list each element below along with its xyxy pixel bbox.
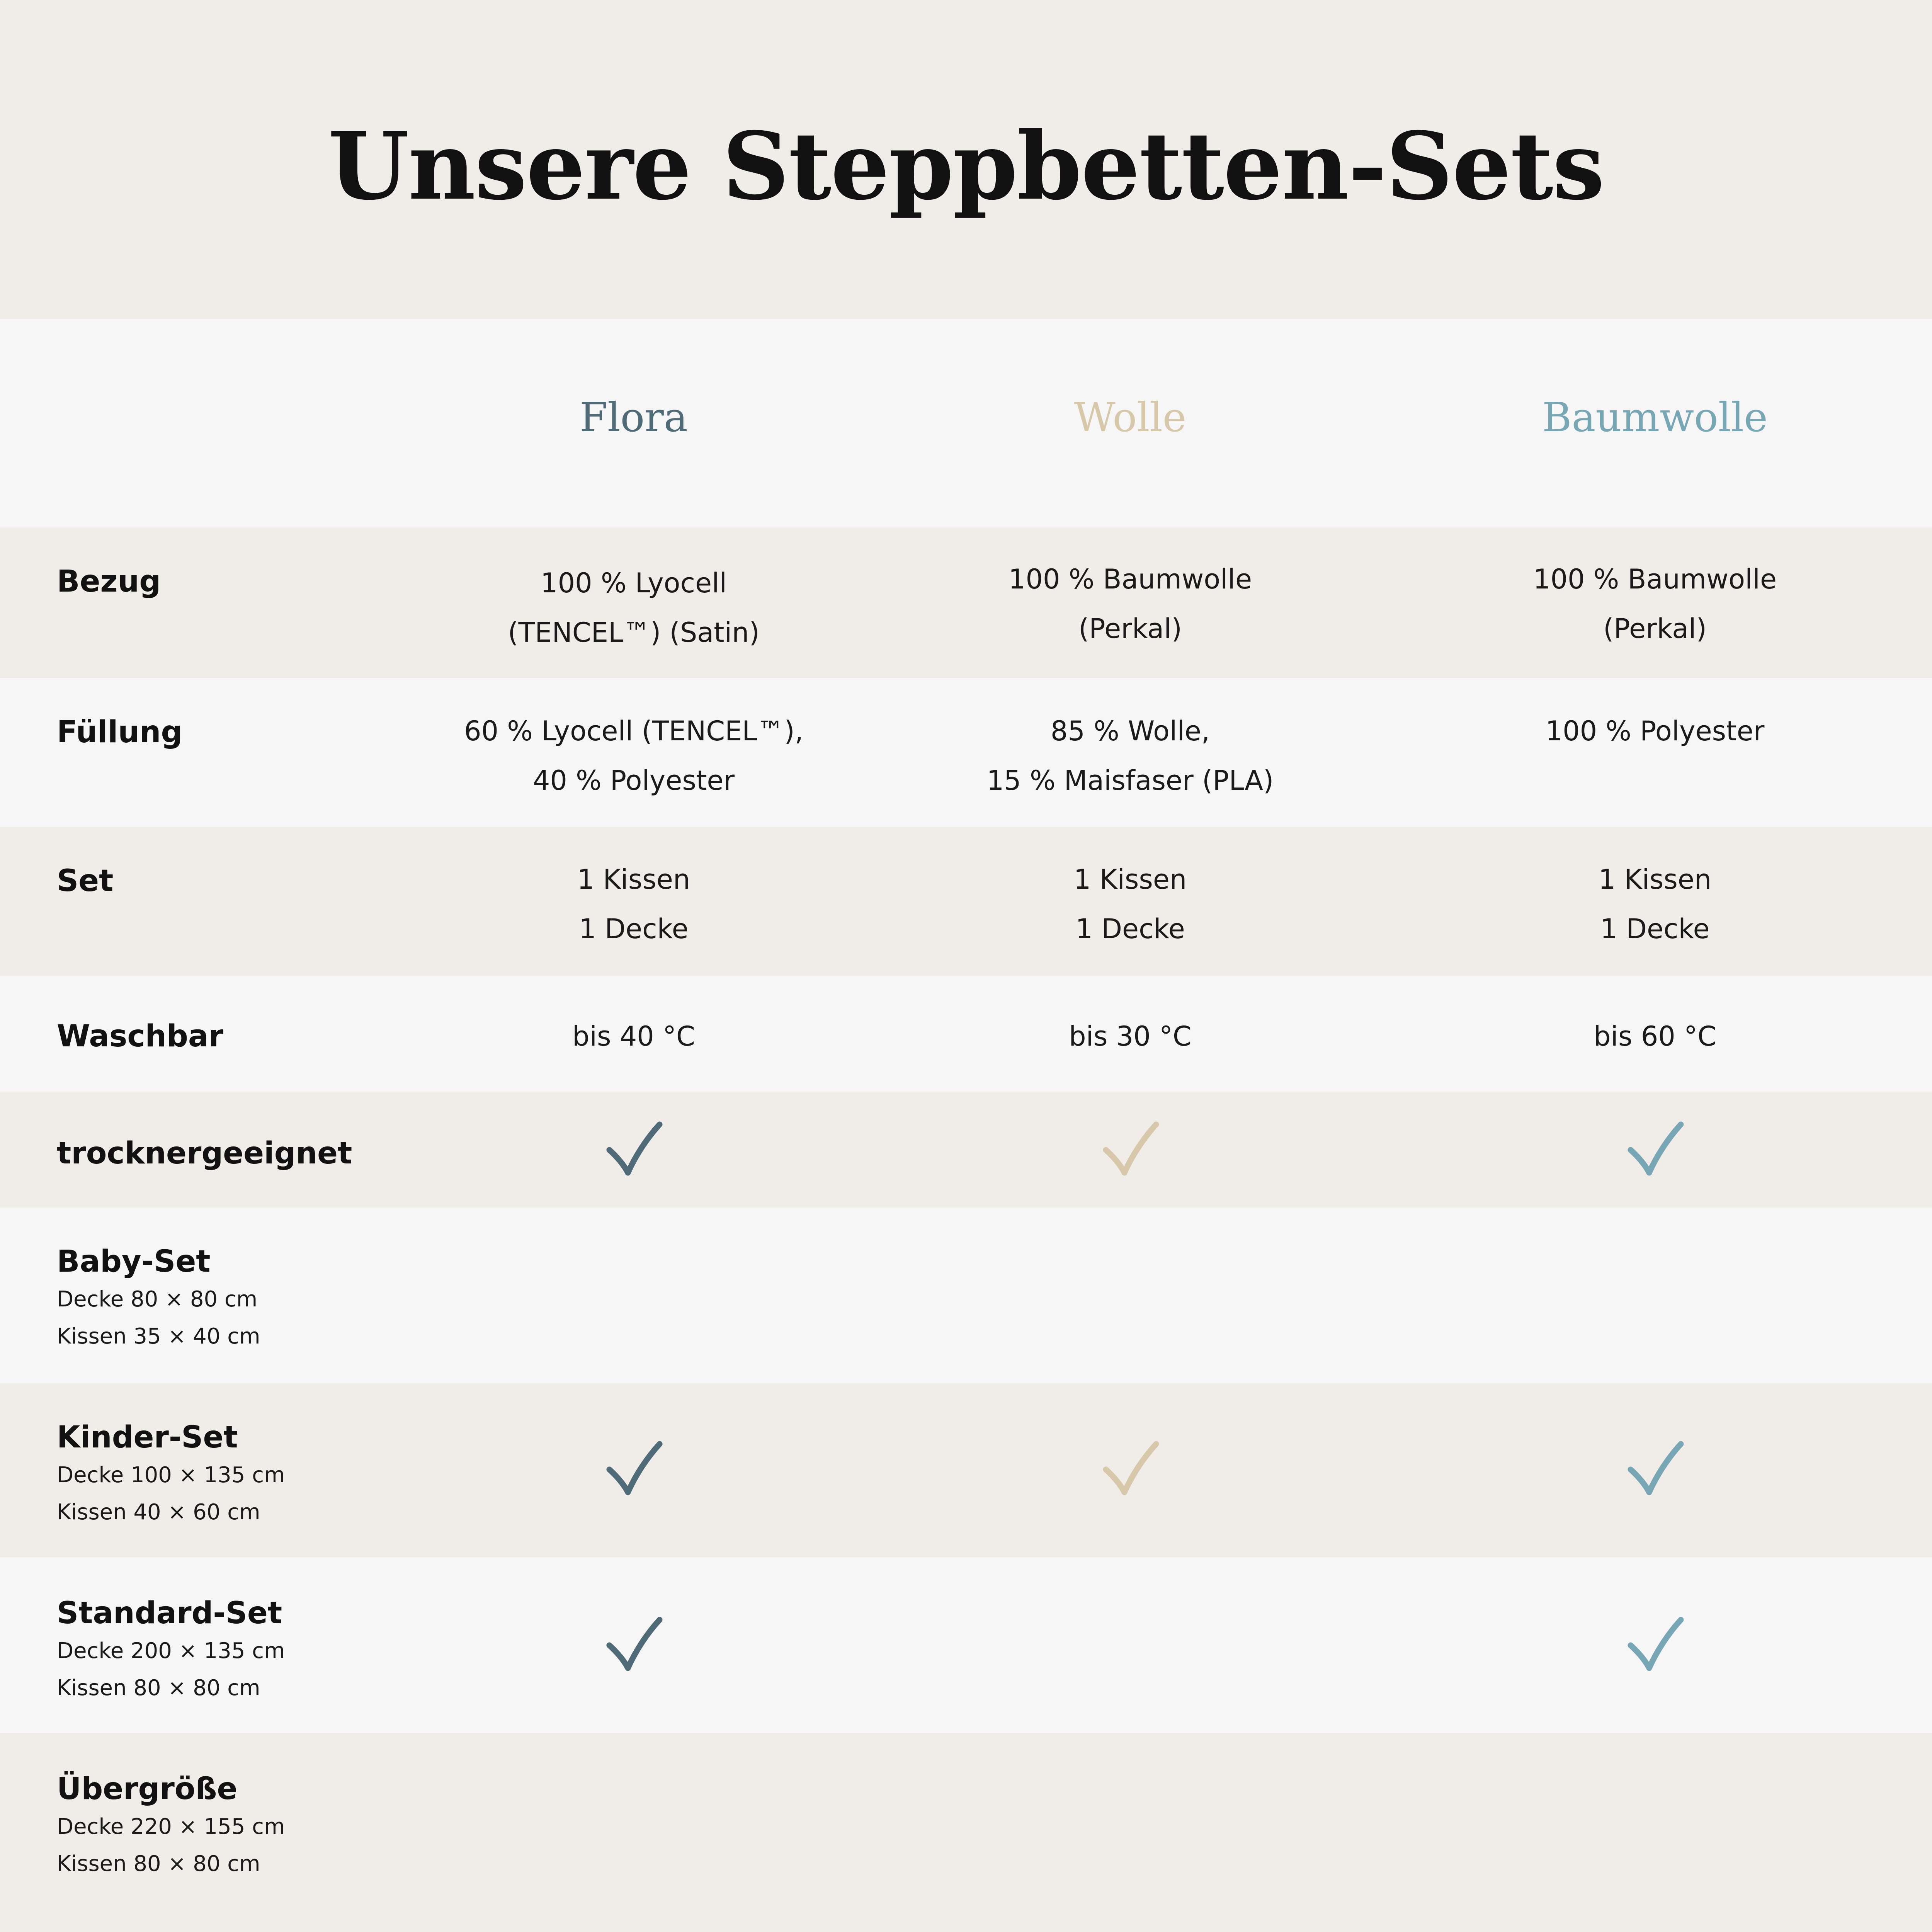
cell-line: 40 % Polyester [532,765,735,796]
check-icon [605,1616,663,1674]
check-trockner-flora [605,1121,663,1179]
size-decke: Decke 100 × 135 cm [57,1463,285,1488]
check-icon [605,1440,663,1498]
size-decke: Decke 200 × 135 cm [57,1638,285,1663]
cell-bezug-wolle [879,554,1381,653]
cell-waschbar-baumwolle [1404,1012,1906,1061]
check-icon [1626,1440,1684,1498]
row-label-text: Set [57,864,114,898]
page-title: Unsere Steppbetten-Sets [328,112,1604,221]
check-icon [1101,1440,1159,1498]
size-kissen: Kissen 80 × 80 cm [57,1675,260,1701]
cell-fuellung-flora [383,706,885,805]
cell-line: 1 Kissen [1073,864,1187,895]
row-label-text: Waschbar [57,1019,224,1054]
cell-line: 1 Decke [1600,913,1710,945]
check-trockner-baumwolle [1626,1121,1684,1179]
check-trockner-wolle [1101,1121,1159,1179]
row-label-trockner [57,1134,352,1173]
check-baby-baumwolle [1626,1267,1684,1325]
cell-line: bis 30 °C [1069,1020,1192,1052]
row-label-kinder [57,1418,285,1531]
row-label-text: Füllung [57,715,183,750]
cell-set-wolle [879,855,1381,954]
cell-line: bis 60 °C [1594,1020,1716,1052]
check-icon [1626,1616,1684,1674]
cell-line: 100 % Baumwolle [1008,563,1252,595]
check-standard-baumwolle [1626,1616,1684,1674]
size-decke: Decke 220 × 155 cm [57,1814,285,1839]
check-icon [1626,1121,1684,1179]
row-label-baby [57,1242,260,1355]
cell-set-baumwolle [1404,855,1906,954]
row-label-text: Kinder-Set [57,1420,238,1455]
row-label-text: Standard-Set [57,1596,282,1631]
check-kinder-wolle [1101,1440,1159,1498]
cell-line: 85 % Wolle, [1050,715,1210,747]
cell-line: 1 Decke [1075,913,1185,945]
cell-line: 60 % Lyocell (TENCEL™), [464,715,803,747]
row-label-bezug [57,562,161,601]
cell-bezug-flora [383,558,885,657]
check-uebergroesse-baumwolle [1626,1797,1684,1855]
cell-waschbar-flora [383,1012,885,1061]
row-label-set [57,862,113,900]
size-kissen: Kissen 80 × 80 cm [57,1851,260,1876]
column-header-wolle: Wolle [1074,394,1187,441]
row-label-waschbar [57,1017,223,1056]
cell-line: (Perkal) [1078,613,1182,645]
cell-line: 1 Kissen [1598,864,1712,895]
row-label-text: trocknergeeignet [57,1136,352,1171]
row-label-text: Bezug [57,564,161,599]
cell-fuellung-baumwolle [1404,706,1906,756]
cell-bezug-baumwolle [1404,554,1906,653]
check-baby-flora [605,1267,663,1325]
size-decke: Decke 80 × 80 cm [57,1287,258,1312]
cell-line: (TENCEL™) (Satin) [508,617,760,648]
cell-line: 1 Kissen [577,864,690,895]
row-label-uebergroesse [57,1770,285,1883]
cell-line: 15 % Maisfaser (PLA) [986,765,1274,796]
cell-fuellung-wolle [879,706,1381,805]
cell-line: 100 % Polyester [1545,715,1765,747]
column-header-baumwolle: Baumwolle [1542,394,1768,441]
check-standard-flora [605,1616,663,1674]
check-icon [1101,1121,1159,1179]
row-label-text: Übergröße [57,1772,238,1806]
row-label-fuellung [57,713,182,752]
check-uebergroesse-wolle [1101,1797,1159,1855]
check-kinder-baumwolle [1626,1440,1684,1498]
cell-set-flora [383,855,885,954]
cell-line: 1 Decke [579,913,689,945]
column-header-flora: Flora [580,394,688,441]
cell-line: 100 % Baumwolle [1533,563,1777,595]
check-standard-wolle [1101,1616,1159,1674]
row-label-standard [57,1594,285,1707]
size-kissen: Kissen 40 × 60 cm [57,1500,260,1525]
size-kissen: Kissen 35 × 40 cm [57,1324,260,1349]
row-label-text: Baby-Set [57,1244,211,1279]
check-icon [605,1121,663,1179]
cell-line: 100 % Lyocell [541,567,727,599]
cell-line: bis 40 °C [572,1020,695,1052]
cell-waschbar-wolle [879,1012,1381,1061]
cell-line: (Perkal) [1603,613,1707,645]
check-kinder-flora [605,1440,663,1498]
check-baby-wolle [1101,1267,1159,1325]
check-uebergroesse-flora [605,1797,663,1855]
